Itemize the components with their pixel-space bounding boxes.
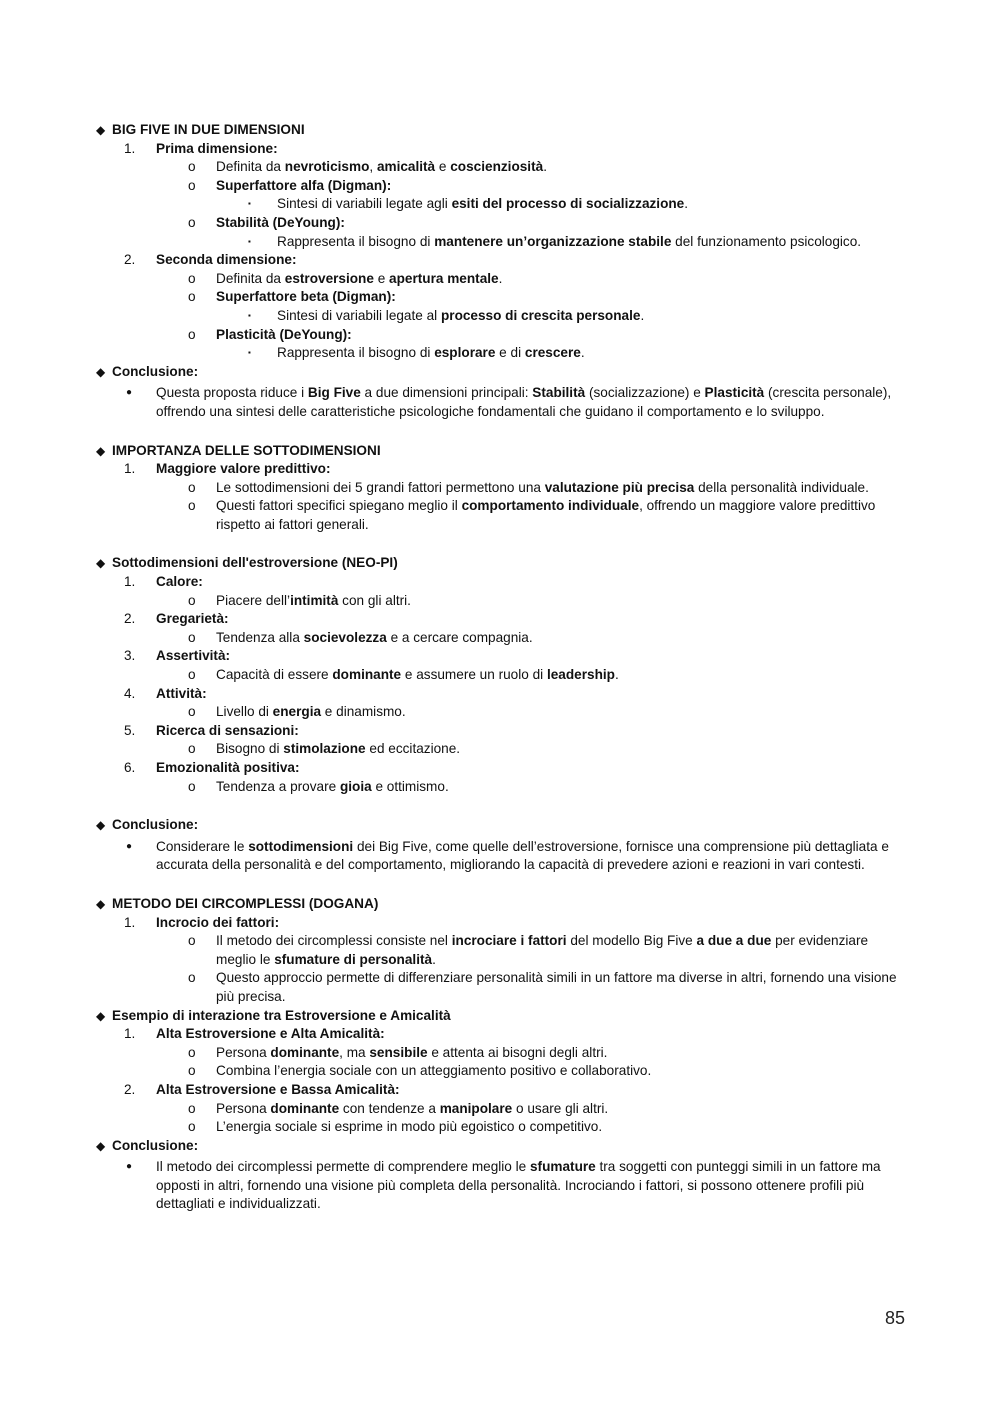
text-run: Capacità di essere [216, 667, 333, 683]
section-heading [96, 1137, 908, 1156]
diamond-icon: ◆ [96, 556, 106, 571]
item-number: 2. [124, 1081, 136, 1097]
item-label: Emozionalità positiva: [156, 760, 300, 775]
sub-item-text [216, 1045, 607, 1060]
text-run: . [684, 196, 689, 212]
bold-text: sfumature di personalità [274, 951, 433, 967]
text-run: Tendenza alla [216, 629, 304, 645]
bullet-item [96, 384, 908, 421]
bold-text: sensibile [369, 1044, 428, 1060]
item-number: 1. [124, 574, 136, 590]
item-label: Calore: [156, 574, 203, 590]
bold-text: leadership [546, 667, 615, 683]
text-run: L’energia sociale si esprime in modo più egoistico o competitivo. [216, 1119, 603, 1135]
bold-text: dominante [332, 667, 402, 683]
text-run: , offrendo un maggiore valore predittivo rispetto ai fattori generali. [216, 498, 876, 532]
bold-text: Superfattore beta (Digman): [216, 289, 396, 305]
bold-text: Stabilità [532, 385, 586, 401]
numbered-item [96, 140, 908, 159]
text-run: . [543, 159, 547, 175]
bold-text: socievolezza [303, 629, 387, 645]
section-heading [96, 816, 908, 835]
text-run: Persona [216, 1100, 271, 1116]
diamond-icon: ◆ [96, 364, 106, 379]
text-run: . [498, 270, 503, 286]
item-number: 2. [124, 252, 136, 268]
numbered-item [96, 685, 908, 704]
item-label: Alta Estroversione e Alta Amicalità: [156, 1026, 385, 1042]
text-run: Bisogno di [216, 741, 284, 757]
bold-text: gioia [339, 778, 372, 794]
text-run: e a cercare compagnia. [386, 629, 533, 645]
sub-item-text [216, 327, 352, 342]
page-number: 85 [884, 1308, 905, 1328]
text-run: Le sottodimensioni dei 5 grandi fattori permettono una [216, 479, 545, 495]
section-spacer [96, 422, 908, 442]
text-run: Livello di [216, 704, 273, 720]
item-label: Assertività: [156, 648, 231, 664]
text-run: a due dimensioni principali: [360, 385, 533, 401]
sub-sub-item-text [277, 196, 688, 211]
text-run: Questo approccio permette di differenziare personalità simili in un fattore ma diverse in altri, fornendo una visione più precisa. [216, 970, 897, 1004]
bold-text: crescere [524, 345, 581, 361]
numbered-item [96, 1081, 908, 1100]
section-heading [96, 442, 908, 461]
sub-item [96, 158, 908, 177]
circle-bullet-icon: o [188, 704, 196, 720]
text-run: Piacere dell’ [216, 592, 291, 608]
circle-bullet-icon: o [188, 159, 196, 175]
sub-item [96, 270, 908, 289]
text-run: Considerare le [156, 838, 249, 854]
bold-text: comportamento individuale [461, 498, 640, 514]
bold-text: mantenere un’organizzazione stabile [434, 233, 672, 249]
section-spacer [96, 796, 908, 816]
sub-item [96, 1062, 908, 1081]
sub-item [96, 288, 908, 307]
sub-item-text [216, 933, 868, 967]
circle-bullet-icon: o [188, 214, 196, 230]
bullet-item [96, 1158, 908, 1214]
text-run: e dinamismo. [321, 704, 406, 720]
text-run: tra soggetti con punteggi simili in un fattore ma opposti in altri, fornendo una visione più completa della personalità. Incrociando i fattori, si possono ottenere profili più dettagliati e individualizzati. [156, 1159, 881, 1212]
sub-sub-item [96, 307, 908, 326]
text-run: del funzionamento psicologico. [671, 233, 862, 249]
text-run: o usare gli altri. [512, 1100, 609, 1116]
circle-bullet-icon: o [188, 177, 196, 193]
numbered-item [96, 759, 908, 778]
item-number: 3. [124, 648, 136, 664]
text-run: Definita da [216, 270, 285, 286]
sub-item-text [216, 498, 875, 532]
text-run: per evidenziare meglio le [216, 933, 869, 967]
circle-bullet-icon: o [188, 667, 196, 683]
bold-text: Stabilità (DeYoung): [216, 214, 345, 230]
bold-text: amicalità [376, 159, 436, 175]
sub-item-text [216, 593, 411, 608]
section-heading [96, 121, 908, 140]
sub-item [96, 326, 908, 345]
item-label: Attività: [156, 685, 207, 701]
sub-item-text [216, 215, 345, 230]
bold-text: apertura mentale [389, 270, 499, 286]
dot-bullet-icon: ● [126, 387, 133, 399]
sub-sub-item-text [277, 308, 644, 323]
bold-text: manipolare [439, 1100, 513, 1116]
numbered-item [96, 251, 908, 270]
bold-text: processo di crescita personale [440, 307, 641, 323]
bold-text: esplorare [434, 345, 496, 361]
bold-text: stimolazione [283, 741, 366, 757]
item-label: Prima dimensione: [156, 140, 278, 156]
circle-bullet-icon: o [188, 1119, 196, 1135]
bold-text: intimità [290, 592, 339, 608]
text-run: con gli altri. [338, 592, 411, 608]
sub-item [96, 703, 908, 722]
text-run: Persona [216, 1044, 271, 1060]
section-heading-text: Sottodimensioni dell'estroversione (NEO-PI) [112, 555, 398, 571]
bold-text: Plasticità (DeYoung): [216, 326, 352, 342]
sub-item-text [216, 667, 619, 682]
sub-item [96, 497, 908, 534]
bold-text: sottodimensioni [248, 838, 354, 854]
text-run: . [580, 345, 585, 361]
text-run: e attenta ai bisogni degli altri. [427, 1044, 608, 1060]
section-heading-text: METODO DEI CIRCOMPLESSI (DOGANA) [112, 895, 379, 911]
bullet-text [156, 839, 889, 873]
numbered-item [96, 573, 908, 592]
item-number: 2. [124, 611, 136, 627]
bold-text: incrociare i fattori [451, 933, 567, 949]
sub-item-text [216, 630, 533, 645]
section-spacer [96, 534, 908, 554]
bullet-item [96, 838, 908, 875]
sub-item [96, 479, 908, 498]
text-run: . [432, 951, 436, 967]
numbered-item [96, 610, 908, 629]
circle-bullet-icon: o [188, 498, 196, 514]
sub-item [96, 969, 908, 1006]
diamond-icon: ◆ [96, 1008, 106, 1023]
page-content [96, 121, 908, 1214]
bold-text: Superfattore alfa (Digman): [216, 177, 392, 193]
sub-item [96, 666, 908, 685]
item-number: 1. [124, 140, 136, 156]
circle-bullet-icon: o [188, 592, 196, 608]
circle-bullet-icon: o [188, 479, 196, 495]
bullet-text [156, 385, 891, 419]
section-heading [96, 554, 908, 573]
section-heading [96, 1007, 908, 1026]
text-run: dei Big Five, come quelle dell’estroversione, fornisce una comprensione più dettagliata e accurata della personalità e del comportamento, migliorando la capacità di prevedere azioni e reazioni in vari contesti. [156, 838, 889, 873]
text-run: (crescita personale), offrendo una sintesi delle caratteristiche psicologiche fondamentali che guidano il comportamento e lo sviluppo. [156, 385, 892, 419]
text-run: Definita da [216, 159, 285, 175]
diamond-icon: ◆ [96, 443, 106, 458]
section-heading-text: Conclusione: [112, 1137, 199, 1153]
sub-item-text [216, 970, 897, 1004]
bullet-text [156, 1159, 881, 1211]
text-run: Il metodo dei circomplessi permette di comprendere meglio le [156, 1159, 530, 1175]
diamond-icon: ◆ [96, 818, 106, 833]
sub-item-text [216, 178, 391, 193]
text-run: . [614, 667, 619, 683]
section-heading [96, 895, 908, 914]
circle-bullet-icon: o [188, 289, 196, 305]
text-run: Tendenza a provare [216, 778, 340, 794]
dot-bullet-icon: ● [126, 1161, 133, 1173]
circle-bullet-icon: o [188, 326, 196, 342]
bold-text: a due a due [696, 933, 772, 949]
text-run: (socializzazione) e [585, 385, 705, 401]
text-run: Questa proposta riduce i [156, 385, 308, 401]
sub-item-text [216, 289, 396, 304]
text-run: Questi fattori specifici spiegano meglio il [216, 498, 462, 514]
section-heading-text: Conclusione: [112, 363, 199, 379]
diamond-icon: ◆ [96, 896, 106, 911]
numbered-item [96, 647, 908, 666]
bold-text: dominante [270, 1100, 340, 1116]
text-run: e di [495, 345, 525, 361]
bold-text: esiti del processo di socializzazione [451, 196, 685, 212]
numbered-item [96, 722, 908, 741]
sub-item [96, 740, 908, 759]
text-run: , [369, 159, 377, 175]
square-bullet-icon: ▪ [248, 310, 251, 320]
item-label: Ricerca di sensazioni: [156, 722, 299, 738]
text-run: e assumere un ruolo di [401, 667, 547, 683]
text-run: Rappresenta il bisogno di [277, 233, 435, 249]
item-label: Alta Estroversione e Bassa Amicalità: [156, 1081, 400, 1097]
circle-bullet-icon: o [188, 741, 196, 757]
sub-item [96, 932, 908, 969]
sub-item [96, 1118, 908, 1137]
square-bullet-icon: ▪ [248, 199, 251, 209]
sub-item [96, 1044, 908, 1063]
section-heading [96, 363, 908, 382]
bold-text: valutazione più precisa [544, 479, 695, 495]
item-number: 1. [124, 914, 136, 930]
sub-item-text [216, 271, 502, 286]
sub-sub-item-text [277, 345, 585, 360]
bold-text: energia [272, 704, 322, 720]
item-number: 5. [124, 722, 136, 738]
bold-text: estroversione [284, 270, 374, 286]
sub-item [96, 629, 908, 648]
item-number: 6. [124, 760, 136, 775]
sub-item [96, 1100, 908, 1119]
diamond-icon: ◆ [96, 1138, 106, 1153]
square-bullet-icon: ▪ [248, 236, 251, 246]
circle-bullet-icon: o [188, 270, 196, 286]
circle-bullet-icon: o [188, 778, 196, 794]
circle-bullet-icon: o [188, 1063, 196, 1079]
sub-item-text [216, 779, 449, 794]
sub-item [96, 214, 908, 233]
text-run: Il metodo dei circomplessi consiste nel [216, 933, 452, 949]
circle-bullet-icon: o [188, 629, 196, 645]
item-number: 1. [124, 461, 136, 477]
numbered-item [96, 460, 908, 479]
section-spacer [96, 875, 908, 895]
text-run: e [373, 270, 390, 286]
sub-sub-item [96, 233, 908, 252]
text-run: , ma [339, 1044, 370, 1060]
sub-item-text [216, 704, 406, 719]
sub-item-text [216, 1063, 651, 1078]
text-run: ed eccitazione. [365, 741, 461, 757]
text-run: . [640, 307, 645, 323]
text-run: Sintesi di variabili legate agli [277, 196, 452, 212]
text-run: Rappresenta il bisogno di [277, 345, 435, 361]
sub-item-text [216, 741, 460, 756]
sub-item [96, 778, 908, 797]
item-label: Gregarietà: [156, 611, 229, 627]
section-heading-text: BIG FIVE IN DUE DIMENSIONI [112, 122, 305, 137]
section-heading-text: IMPORTANZA DELLE SOTTODIMENSIONI [112, 442, 381, 458]
square-bullet-icon: ▪ [248, 348, 251, 358]
text-run: della personalità individuale. [694, 479, 869, 495]
circle-bullet-icon: o [188, 933, 196, 949]
circle-bullet-icon: o [188, 1100, 196, 1116]
text-run: e ottimismo. [371, 778, 449, 794]
bold-text: coscienziosità [450, 159, 544, 175]
item-number: 4. [124, 685, 136, 701]
section-heading-text: Conclusione: [112, 817, 199, 833]
bold-text: Big Five [307, 385, 361, 401]
sub-sub-item-text [277, 234, 861, 249]
numbered-item [96, 914, 908, 933]
sub-item-text [216, 1119, 602, 1134]
bold-text: dominante [270, 1044, 340, 1060]
diamond-icon: ◆ [96, 123, 106, 137]
sub-item [96, 592, 908, 611]
text-run: e [435, 159, 451, 175]
sub-sub-item [96, 344, 908, 363]
section-heading-text: Esempio di interazione tra Estroversione e Amicalità [112, 1007, 451, 1023]
sub-sub-item [96, 195, 908, 214]
sub-item [96, 177, 908, 196]
circle-bullet-icon: o [188, 1044, 196, 1060]
bold-text: sfumature [530, 1159, 596, 1175]
item-number: 1. [124, 1026, 136, 1042]
dot-bullet-icon: ● [126, 840, 133, 852]
bold-text: nevroticismo [284, 159, 370, 175]
text-run: del modello Big Five [566, 933, 697, 949]
item-label: Incrocio dei fattori: [156, 914, 280, 930]
sub-item-text [216, 1101, 608, 1116]
item-label: Maggiore valore predittivo: [156, 461, 331, 477]
item-label: Seconda dimensione: [156, 252, 297, 268]
text-run: Sintesi di variabili legate al [277, 307, 441, 323]
bold-text: Plasticità [704, 385, 765, 401]
sub-item-text [216, 480, 869, 495]
numbered-item [96, 1025, 908, 1044]
circle-bullet-icon: o [188, 970, 196, 986]
sub-item-text [216, 159, 547, 174]
text-run: Combina l’energia sociale con un atteggiamento positivo e collaborativo. [216, 1063, 652, 1079]
text-run: con tendenze a [339, 1100, 440, 1116]
